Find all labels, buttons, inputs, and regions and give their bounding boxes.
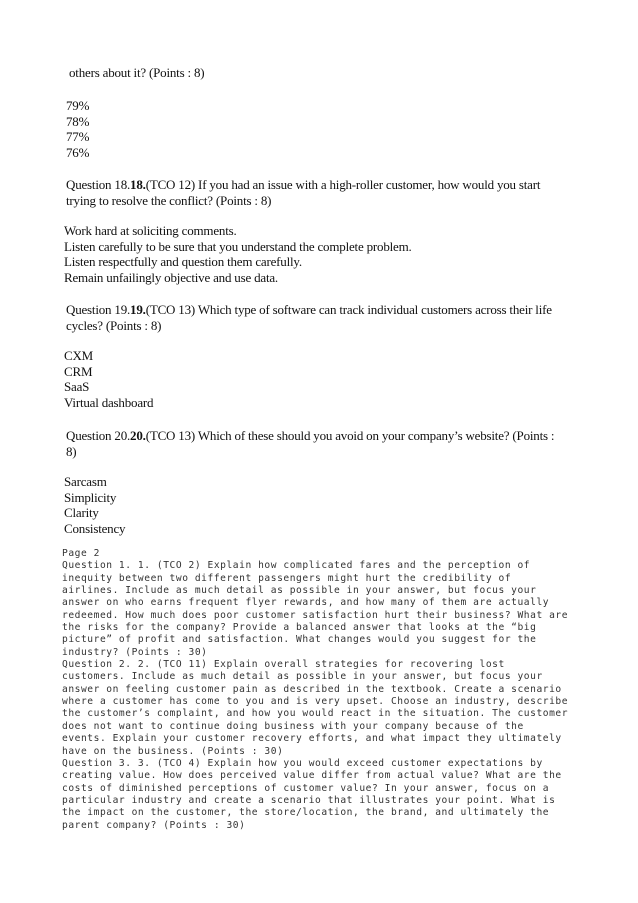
question-20-options — [64, 474, 125, 536]
answer-option[interactable]: CXM — [64, 348, 94, 363]
answer-option[interactable]: SaaS — [64, 379, 90, 394]
essay-line: the risks for the company? Provide a balanced answer that looks at the “big — [62, 622, 537, 634]
question-19-line-2: cycles? (Points : 8) — [66, 317, 162, 333]
question-17-options — [66, 98, 89, 160]
question-19 — [66, 302, 586, 333]
question-18 — [66, 177, 586, 208]
essay-line: customers. Include as much detail as possible in your answer, but focus your — [62, 671, 543, 683]
question-number-prefix: Question 18. — [66, 177, 131, 192]
answer-option[interactable]: Work hard at soliciting comments. — [64, 223, 237, 238]
essay-line: redeemed. How much does poor customer satisfaction hurt their business? What are — [62, 609, 569, 621]
essay-line: Question 1. 1. (TCO 2) Explain how complicated fares and the perception of — [62, 560, 531, 572]
essay-line: have on the business. (Points : 30) — [62, 745, 284, 757]
answer-option[interactable]: Listen carefully to be sure that you understand the complete problem. — [64, 238, 412, 254]
answer-option[interactable]: Clarity — [64, 505, 99, 520]
essay-line: answer on who earns frequent flyer rewards, and how many of them are actually — [62, 597, 550, 609]
answer-option[interactable]: Virtual dashboard — [64, 394, 154, 410]
answer-option[interactable]: Listen respectfully and question them carefully. — [64, 254, 302, 269]
question-19-options — [64, 348, 153, 410]
essay-line: airlines. Include as much detail as possible in your answer, but focus your — [62, 585, 537, 597]
question-text: (TCO 12) If you had an issue with a high-roller customer, how would you start — [145, 177, 541, 192]
essay-line: creating value. How does perceived value differ from actual value? What are the — [62, 770, 562, 782]
question-17-fragment: others about it? (Points : 8) — [69, 65, 205, 80]
answer-option[interactable]: Consistency — [64, 520, 126, 536]
essay-line: the customer’s complaint, and how you would react in the situation. The customer — [62, 708, 569, 720]
essay-line: the impact on the customer, the store/location, the brand, and ultimately the — [62, 807, 550, 819]
question-text: (TCO 13) Which of these should you avoid on your company’s website? (Points : — [145, 428, 555, 443]
essay-line: industry? (Points : 30) — [62, 646, 208, 658]
essay-line: does not want to continue doing business with your company because of the — [62, 720, 524, 732]
answer-option[interactable]: 79% — [66, 98, 90, 113]
essay-line: picture” of profit and satisfaction. What changes would you suggest for the — [62, 634, 537, 646]
essay-line: Question 3. 3. (TCO 4) Explain how you would exceed customer expectations by — [62, 757, 543, 769]
question-19-line-1 — [66, 302, 586, 318]
answer-option[interactable]: 78% — [66, 113, 90, 129]
essay-line: inequity between two different passengers might hurt the credibility of — [62, 572, 512, 584]
answer-option[interactable]: Sarcasm — [64, 474, 107, 489]
essay-line: parent company? (Points : 30) — [62, 819, 246, 831]
essay-line: costs of diminished perceptions of customer value? In your answer, focus on a — [62, 782, 550, 794]
question-number-bold: 19. — [130, 302, 146, 317]
question-20 — [66, 428, 586, 459]
question-number-bold: 18. — [130, 177, 146, 192]
question-20-line-1 — [66, 428, 586, 444]
question-18-line-2: trying to resolve the conflict? (Points : 8) — [66, 192, 272, 208]
question-number-bold: 20. — [130, 428, 146, 443]
page-2-essay-questions — [62, 548, 568, 832]
answer-option[interactable]: Simplicity — [64, 489, 117, 505]
answer-option[interactable]: 77% — [66, 129, 90, 144]
answer-option[interactable]: CRM — [64, 363, 93, 379]
essay-line: events. Explain your customer recovery efforts, and what impact they ultimately — [62, 733, 562, 745]
question-text: (TCO 13) Which type of software can track individual customers across their life — [145, 302, 552, 317]
essay-line: where a customer has come to you and is very upset. Choose an industry, describe — [62, 696, 569, 708]
question-18-line-1 — [66, 177, 586, 193]
question-18-options — [64, 223, 412, 285]
essay-line: particular industry and create a scenario that illustrates your point. What is — [62, 794, 556, 806]
essay-line: answer on feeling customer pain as described in the textbook. Create a scenario — [62, 683, 562, 695]
question-number-prefix: Question 19. — [66, 302, 131, 317]
question-number-prefix: Question 20. — [66, 428, 131, 443]
page-label: Page 2 — [62, 548, 100, 559]
question-20-line-2: 8) — [66, 443, 77, 459]
answer-option[interactable]: 76% — [66, 144, 90, 160]
essay-line: Question 2. 2. (TCO 11) Explain overall strategies for recovering lost — [62, 659, 505, 671]
answer-option[interactable]: Remain unfailingly objective and use data. — [64, 269, 278, 285]
